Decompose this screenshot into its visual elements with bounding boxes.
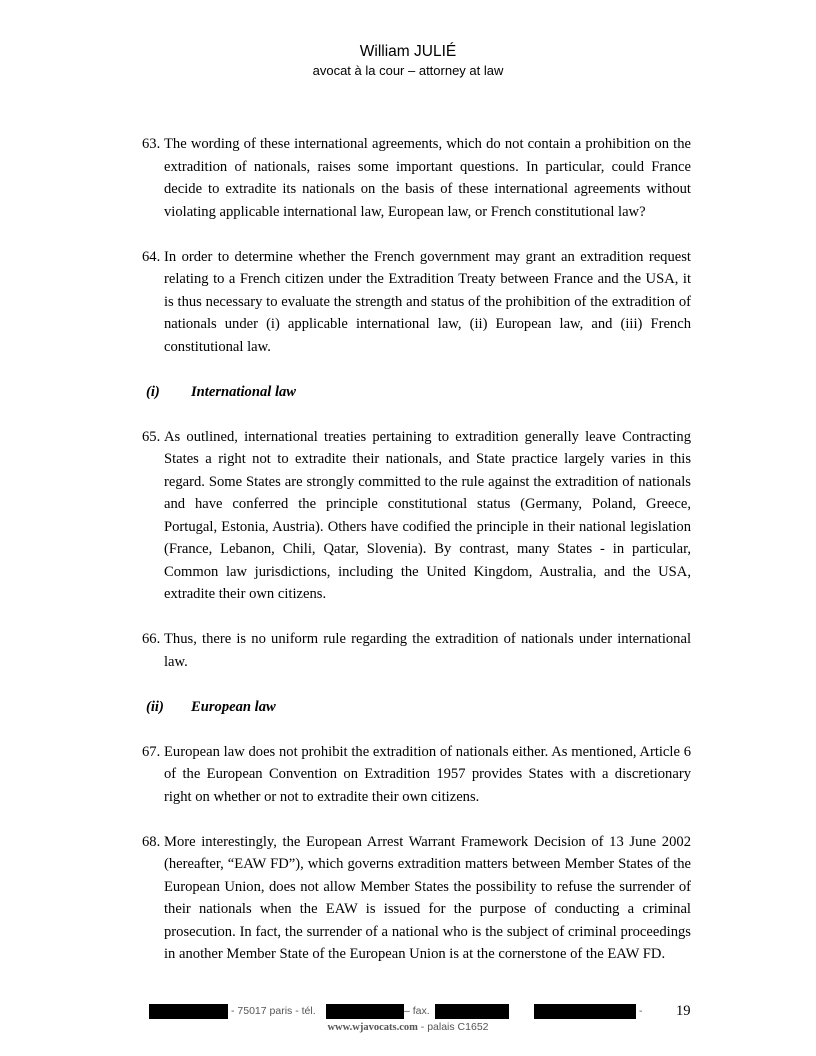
heading-number: (ii) <box>146 698 164 715</box>
footer-fax-label: – fax. <box>404 1005 430 1017</box>
heading-title: European law <box>191 698 276 715</box>
footer-dash: - <box>639 1005 643 1017</box>
redacted-phone <box>326 1004 404 1019</box>
paragraph-text: European law does not prohibit the extradition of nationals either. As mentioned, Article 6 of the European Convention on Extradition 1957 provides States with a discretionary right on whether or not to extradite their own citizens. <box>164 743 691 805</box>
page-footer <box>0 1000 816 1040</box>
attorney-name: William JULIÉ <box>359 43 457 60</box>
paragraph-63 <box>142 133 691 223</box>
paragraph-number: 68. <box>142 833 161 850</box>
redacted-fax <box>435 1004 509 1019</box>
paragraph-number: 64. <box>142 248 161 265</box>
redacted-email <box>534 1004 636 1019</box>
paragraph-number: 67. <box>142 743 161 760</box>
section-heading-european-law <box>142 696 691 719</box>
paragraph-text: More interestingly, the European Arrest Warrant Framework Decision of 13 June 2002 (hereafter, “EAW FD”), which governs extradition matters between Member States of the European Union, does not allow Member States the possibility to refuse the surrender of their nationals when the EAW is issued for the purpose of conducting a criminal prosecution. In fact, the surrender of a national who is the subject of criminal proceedings in another Member State of the European Union is at the cornerstone of the EAW FD. <box>164 833 691 962</box>
paragraph-text: In order to determine whether the French government may grant an extradition request relating to a French citizen under the Extradition Treaty between France and the USA, it is thus necessary to evaluate the strength and status of the prohibition of the extradition of nationals under (i) applicable international law, (ii) European law, and (iii) French constitutional law. <box>164 248 691 355</box>
paragraph-text: Thus, there is no uniform rule regarding the extradition of nationals under international law. <box>164 631 691 670</box>
paragraph-text: The wording of these international agreements, which do not contain a prohibition on the extradition of nationals, raises some important questions. In particular, could France decide to extradite its nationals on the basis of these international agreements without violating applicable international law, European law, or French constitutional law? <box>164 136 691 220</box>
redacted-address <box>149 1004 228 1019</box>
paragraph-64 <box>142 246 691 359</box>
paragraph-66 <box>142 628 691 673</box>
paragraph-number: 65. <box>142 428 161 445</box>
paragraph-number: 66. <box>142 631 161 647</box>
paragraph-65 <box>142 426 691 606</box>
paragraph-text: As outlined, international treaties pertaining to extradition generally leave Contracting States a right not to extradite their nationals, and State practice largely varies in this regard. Some States are strongly committed to the rule against the extradition of nationals and have conferred the principle constitutional status (Germany, Poland, Greece, Portugal, Estonia, Austria). Others have codified the principle in their national legislation (France, Lebanon, Chili, Qatar, Slovenia). By contrast, many States - in particular, Common law jurisdictions, including the United Kingdom, Australia, and the USA, extradite their own citizens. <box>164 428 691 602</box>
page-number: 19 <box>676 1003 691 1019</box>
palais-code: - palais C1652 <box>420 1021 489 1033</box>
paragraph-67 <box>142 741 691 809</box>
paragraph-68 <box>142 831 691 966</box>
document-body <box>142 133 691 988</box>
attorney-title: avocat à la cour – attorney at law <box>312 63 504 78</box>
heading-title: International law <box>191 383 297 400</box>
footer-website-line <box>0 1020 816 1035</box>
letterhead <box>0 42 816 80</box>
heading-number: (i) <box>146 383 160 400</box>
section-heading-international-law <box>142 381 691 404</box>
paragraph-number: 63. <box>142 136 161 152</box>
footer-address-text: - 75017 paris - tél. <box>231 1005 316 1017</box>
website-link[interactable]: www.wjavocats.com <box>327 1022 418 1033</box>
